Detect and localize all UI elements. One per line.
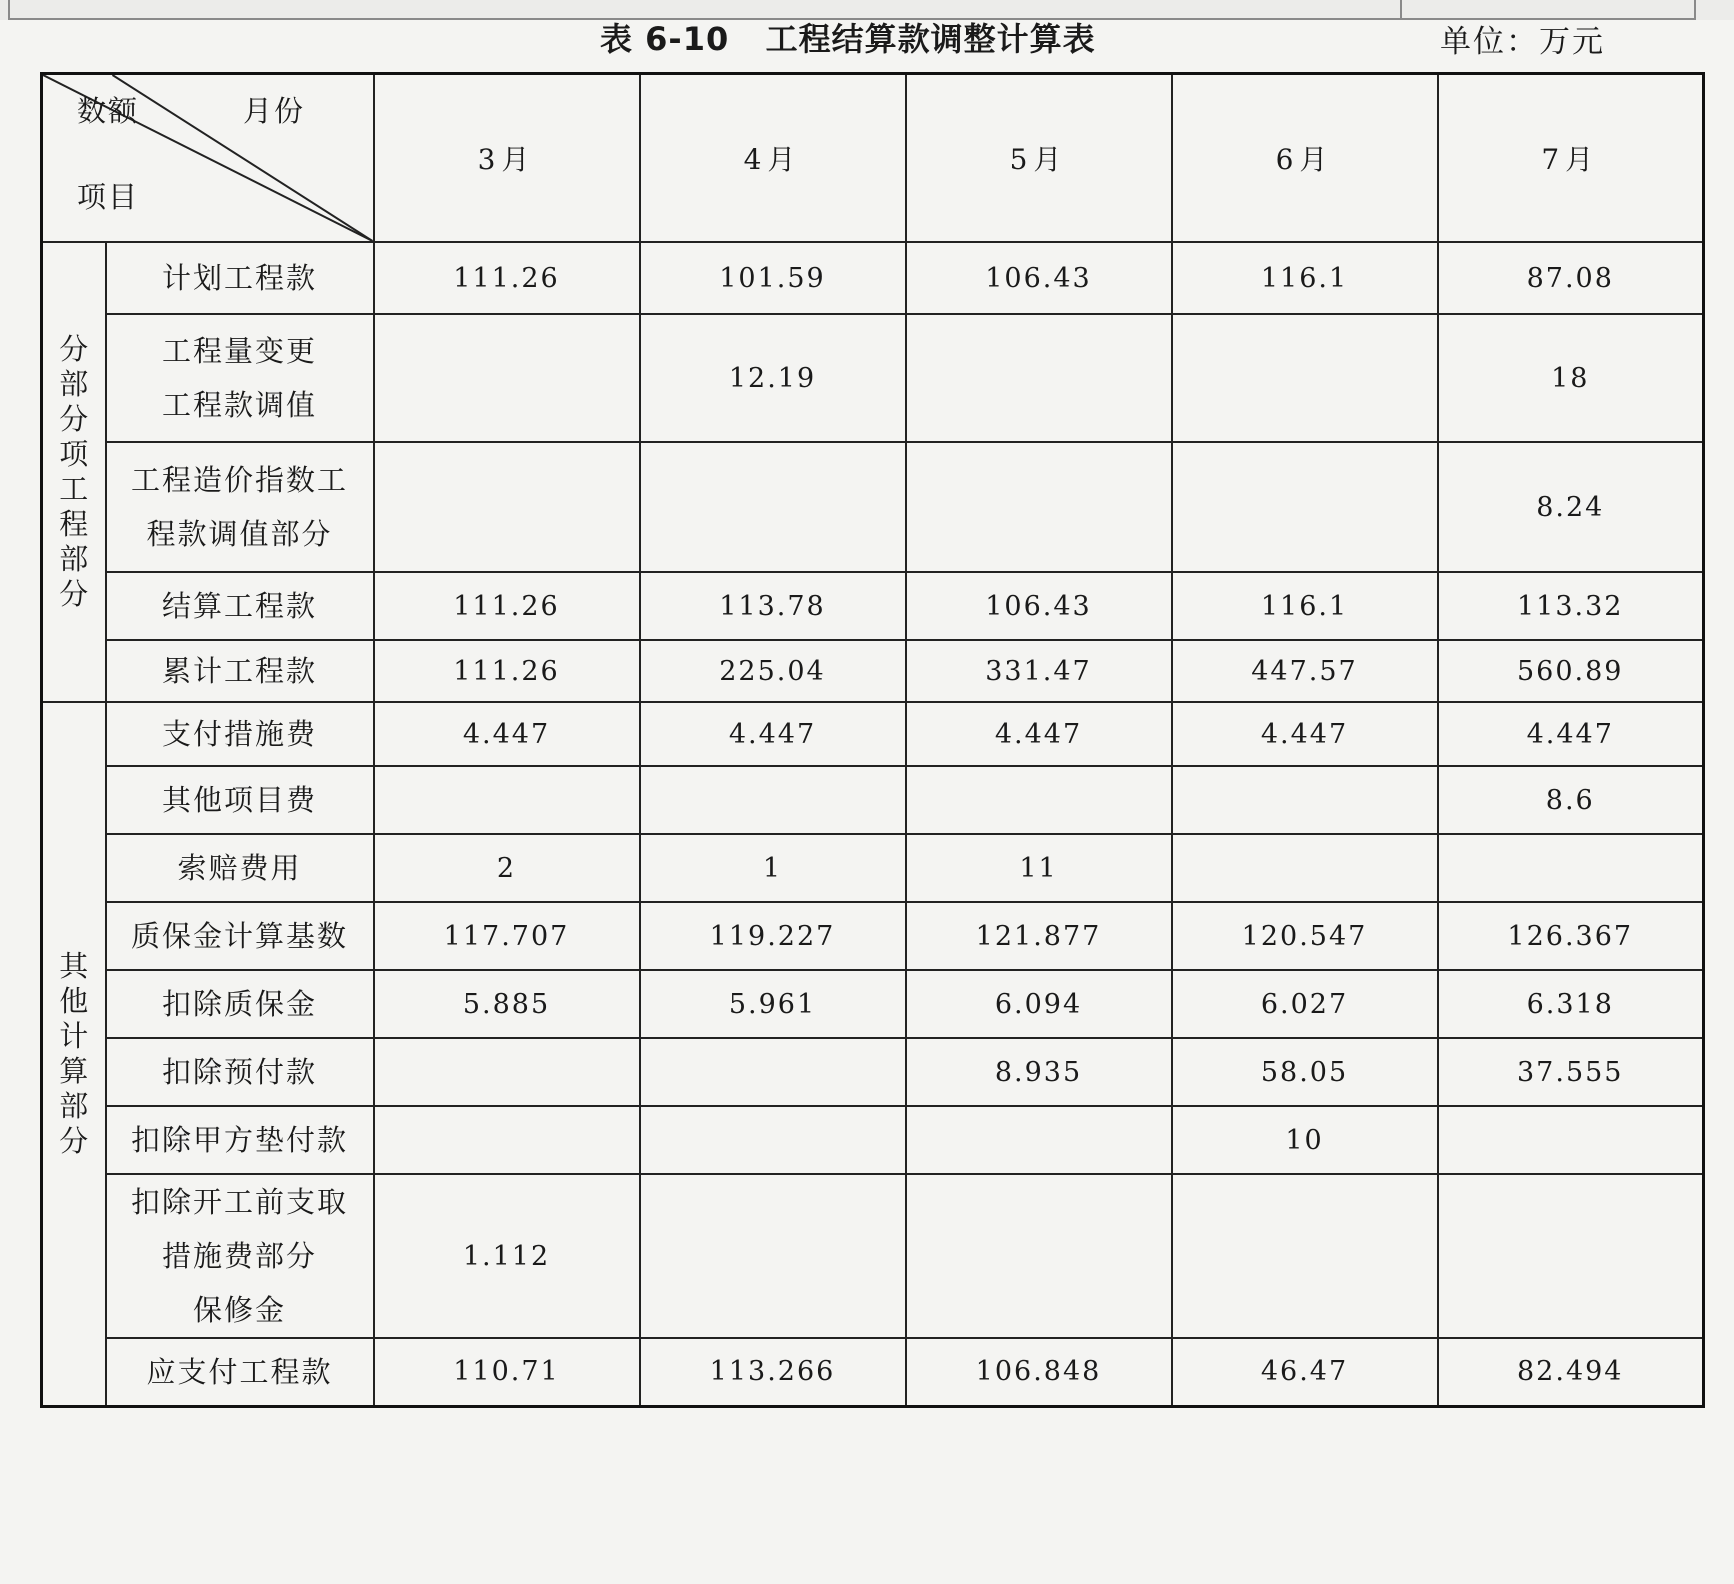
value-cell: 1	[640, 834, 906, 902]
value-cell: 111.26	[374, 572, 640, 640]
value-cell	[374, 1038, 640, 1106]
value-cell	[374, 442, 640, 572]
value-cell: 18	[1438, 314, 1704, 442]
table-body	[42, 242, 1704, 1406]
group-label-char: 部	[59, 542, 89, 576]
value-cell: 5.885	[374, 970, 640, 1038]
value-cell: 110.71	[374, 1338, 640, 1406]
item-label-cell	[106, 1106, 374, 1174]
value-cell: 106.848	[906, 1338, 1172, 1406]
month-header: 5月	[906, 74, 1172, 243]
item-label-line: 扣除开工前支取	[130, 1185, 348, 1219]
table-row	[42, 640, 1704, 702]
item-label-line: 工程款调值	[161, 388, 317, 422]
value-cell	[906, 314, 1172, 442]
value-cell: 120.547	[1172, 902, 1438, 970]
item-label-cell	[106, 640, 374, 702]
item-label-line: 计划工程款	[161, 261, 317, 295]
item-label-cell	[106, 702, 374, 766]
value-cell	[1172, 442, 1438, 572]
table-row	[42, 1174, 1704, 1338]
item-label-line: 扣除预付款	[161, 1055, 317, 1089]
item-label-line: 扣除质保金	[161, 987, 317, 1021]
table-row	[42, 702, 1704, 766]
value-cell: 10	[1172, 1106, 1438, 1174]
value-cell	[1172, 1174, 1438, 1338]
value-cell: 8.935	[906, 1038, 1172, 1106]
item-label-cell	[106, 1174, 374, 1338]
group-label-char: 算	[59, 1053, 89, 1088]
item-label-line: 支付措施费	[161, 717, 317, 751]
item-label-line: 其他项目费	[161, 783, 317, 817]
value-cell: 37.555	[1438, 1038, 1704, 1106]
group-label-char: 部	[59, 367, 89, 401]
value-cell	[1438, 1106, 1704, 1174]
table-row	[42, 242, 1704, 314]
item-label-line: 质保金计算基数	[130, 919, 348, 953]
month-header: 7月	[1438, 74, 1704, 243]
value-cell: 12.19	[640, 314, 906, 442]
table-row	[42, 834, 1704, 902]
item-label-cell	[106, 970, 374, 1038]
value-cell: 6.027	[1172, 970, 1438, 1038]
corner-label-month: 月份	[243, 94, 306, 128]
group-label-char: 他	[59, 983, 89, 1018]
table-caption: 表 6-10 工程结算款调整计算表	[600, 20, 1096, 58]
value-cell: 4.447	[1172, 702, 1438, 766]
value-cell: 8.6	[1438, 766, 1704, 834]
value-cell	[1438, 834, 1704, 902]
value-cell: 113.78	[640, 572, 906, 640]
value-cell: 11	[906, 834, 1172, 902]
table-row	[42, 314, 1704, 442]
value-cell	[640, 1174, 906, 1338]
item-label-line: 累计工程款	[161, 654, 317, 688]
group-label-char: 分	[59, 577, 89, 611]
value-cell	[1172, 766, 1438, 834]
month-header: 4月	[640, 74, 906, 243]
value-cell: 6.094	[906, 970, 1172, 1038]
value-cell: 121.877	[906, 902, 1172, 970]
item-label-line: 索赔费用	[177, 851, 302, 885]
value-cell: 331.47	[906, 640, 1172, 702]
value-cell: 116.1	[1172, 572, 1438, 640]
diagonal-header-cell	[42, 74, 374, 243]
value-cell: 447.57	[1172, 640, 1438, 702]
group-label-char: 部	[59, 1088, 89, 1123]
item-label-cell	[106, 442, 374, 572]
table-row	[42, 766, 1704, 834]
value-cell: 4.447	[1438, 702, 1704, 766]
month-header: 6月	[1172, 74, 1438, 243]
table-row	[42, 1038, 1704, 1106]
value-cell: 111.26	[374, 242, 640, 314]
value-cell	[640, 1038, 906, 1106]
value-cell: 113.266	[640, 1338, 906, 1406]
value-cell: 1.112	[374, 1174, 640, 1338]
item-label-line: 应支付工程款	[146, 1354, 333, 1389]
value-cell	[374, 1106, 640, 1174]
value-cell	[640, 766, 906, 834]
corner-label-item: 项目	[77, 180, 140, 214]
group-label-char: 工	[59, 472, 89, 506]
item-label-cell	[106, 902, 374, 970]
value-cell: 101.59	[640, 242, 906, 314]
table-row	[42, 442, 1704, 572]
item-label-line: 保修金	[192, 1293, 286, 1327]
value-cell: 2	[374, 834, 640, 902]
value-cell: 87.08	[1438, 242, 1704, 314]
value-cell: 106.43	[906, 242, 1172, 314]
item-label-cell	[106, 1338, 374, 1406]
unit-label: 单位：万元	[1440, 24, 1605, 60]
value-cell: 111.26	[374, 640, 640, 702]
group-label-char: 程	[59, 507, 89, 541]
value-cell: 560.89	[1438, 640, 1704, 702]
value-cell	[640, 442, 906, 572]
value-cell: 4.447	[374, 702, 640, 766]
item-label-cell	[106, 572, 374, 640]
group-label-char: 分	[59, 332, 89, 366]
group-label-char: 计	[59, 1018, 89, 1053]
item-label-cell	[106, 1038, 374, 1106]
value-cell: 82.494	[1438, 1338, 1704, 1406]
group-label-cell	[42, 242, 106, 702]
value-cell: 116.1	[1172, 242, 1438, 314]
value-cell	[1172, 314, 1438, 442]
value-cell: 117.707	[374, 902, 640, 970]
table-row	[42, 572, 1704, 640]
group-label-cell	[42, 702, 106, 1406]
corner-label-amount: 数额	[77, 94, 140, 128]
item-label-line: 结算工程款	[161, 589, 317, 623]
value-cell: 8.24	[1438, 442, 1704, 572]
value-cell	[374, 314, 640, 442]
value-cell: 126.367	[1438, 902, 1704, 970]
value-cell	[906, 766, 1172, 834]
value-cell: 46.47	[1172, 1338, 1438, 1406]
item-label-cell	[106, 242, 374, 314]
month-header: 3月	[374, 74, 640, 243]
value-cell	[906, 442, 1172, 572]
value-cell	[640, 1106, 906, 1174]
group-label-char: 分	[59, 1123, 89, 1158]
value-cell: 58.05	[1172, 1038, 1438, 1106]
item-label-cell	[106, 314, 374, 442]
header-row	[42, 74, 1704, 243]
item-label-cell	[106, 766, 374, 834]
item-label-line: 扣除甲方垫付款	[130, 1123, 348, 1157]
table-row	[42, 902, 1704, 970]
settlement-adjustment-table	[40, 72, 1705, 1408]
value-cell	[906, 1174, 1172, 1338]
item-label-cell	[106, 834, 374, 902]
value-cell: 6.318	[1438, 970, 1704, 1038]
item-label-line: 工程造价指数工	[130, 463, 348, 497]
group-label-char: 其	[59, 948, 89, 983]
item-label-line: 程款调值部分	[146, 517, 333, 551]
table-row	[42, 970, 1704, 1038]
value-cell: 4.447	[640, 702, 906, 766]
group-label-char: 分	[59, 402, 89, 436]
table-row	[42, 1106, 1704, 1174]
value-cell	[374, 766, 640, 834]
value-cell: 119.227	[640, 902, 906, 970]
value-cell	[1438, 1174, 1704, 1338]
value-cell: 5.961	[640, 970, 906, 1038]
value-cell: 4.447	[906, 702, 1172, 766]
table-row	[42, 1338, 1704, 1406]
value-cell: 106.43	[906, 572, 1172, 640]
group-label-char: 项	[59, 437, 89, 471]
value-cell	[906, 1106, 1172, 1174]
item-label-line: 措施费部分	[161, 1239, 317, 1273]
value-cell	[1172, 834, 1438, 902]
value-cell: 225.04	[640, 640, 906, 702]
value-cell: 113.32	[1438, 572, 1704, 640]
item-label-line: 工程量变更	[161, 334, 317, 368]
